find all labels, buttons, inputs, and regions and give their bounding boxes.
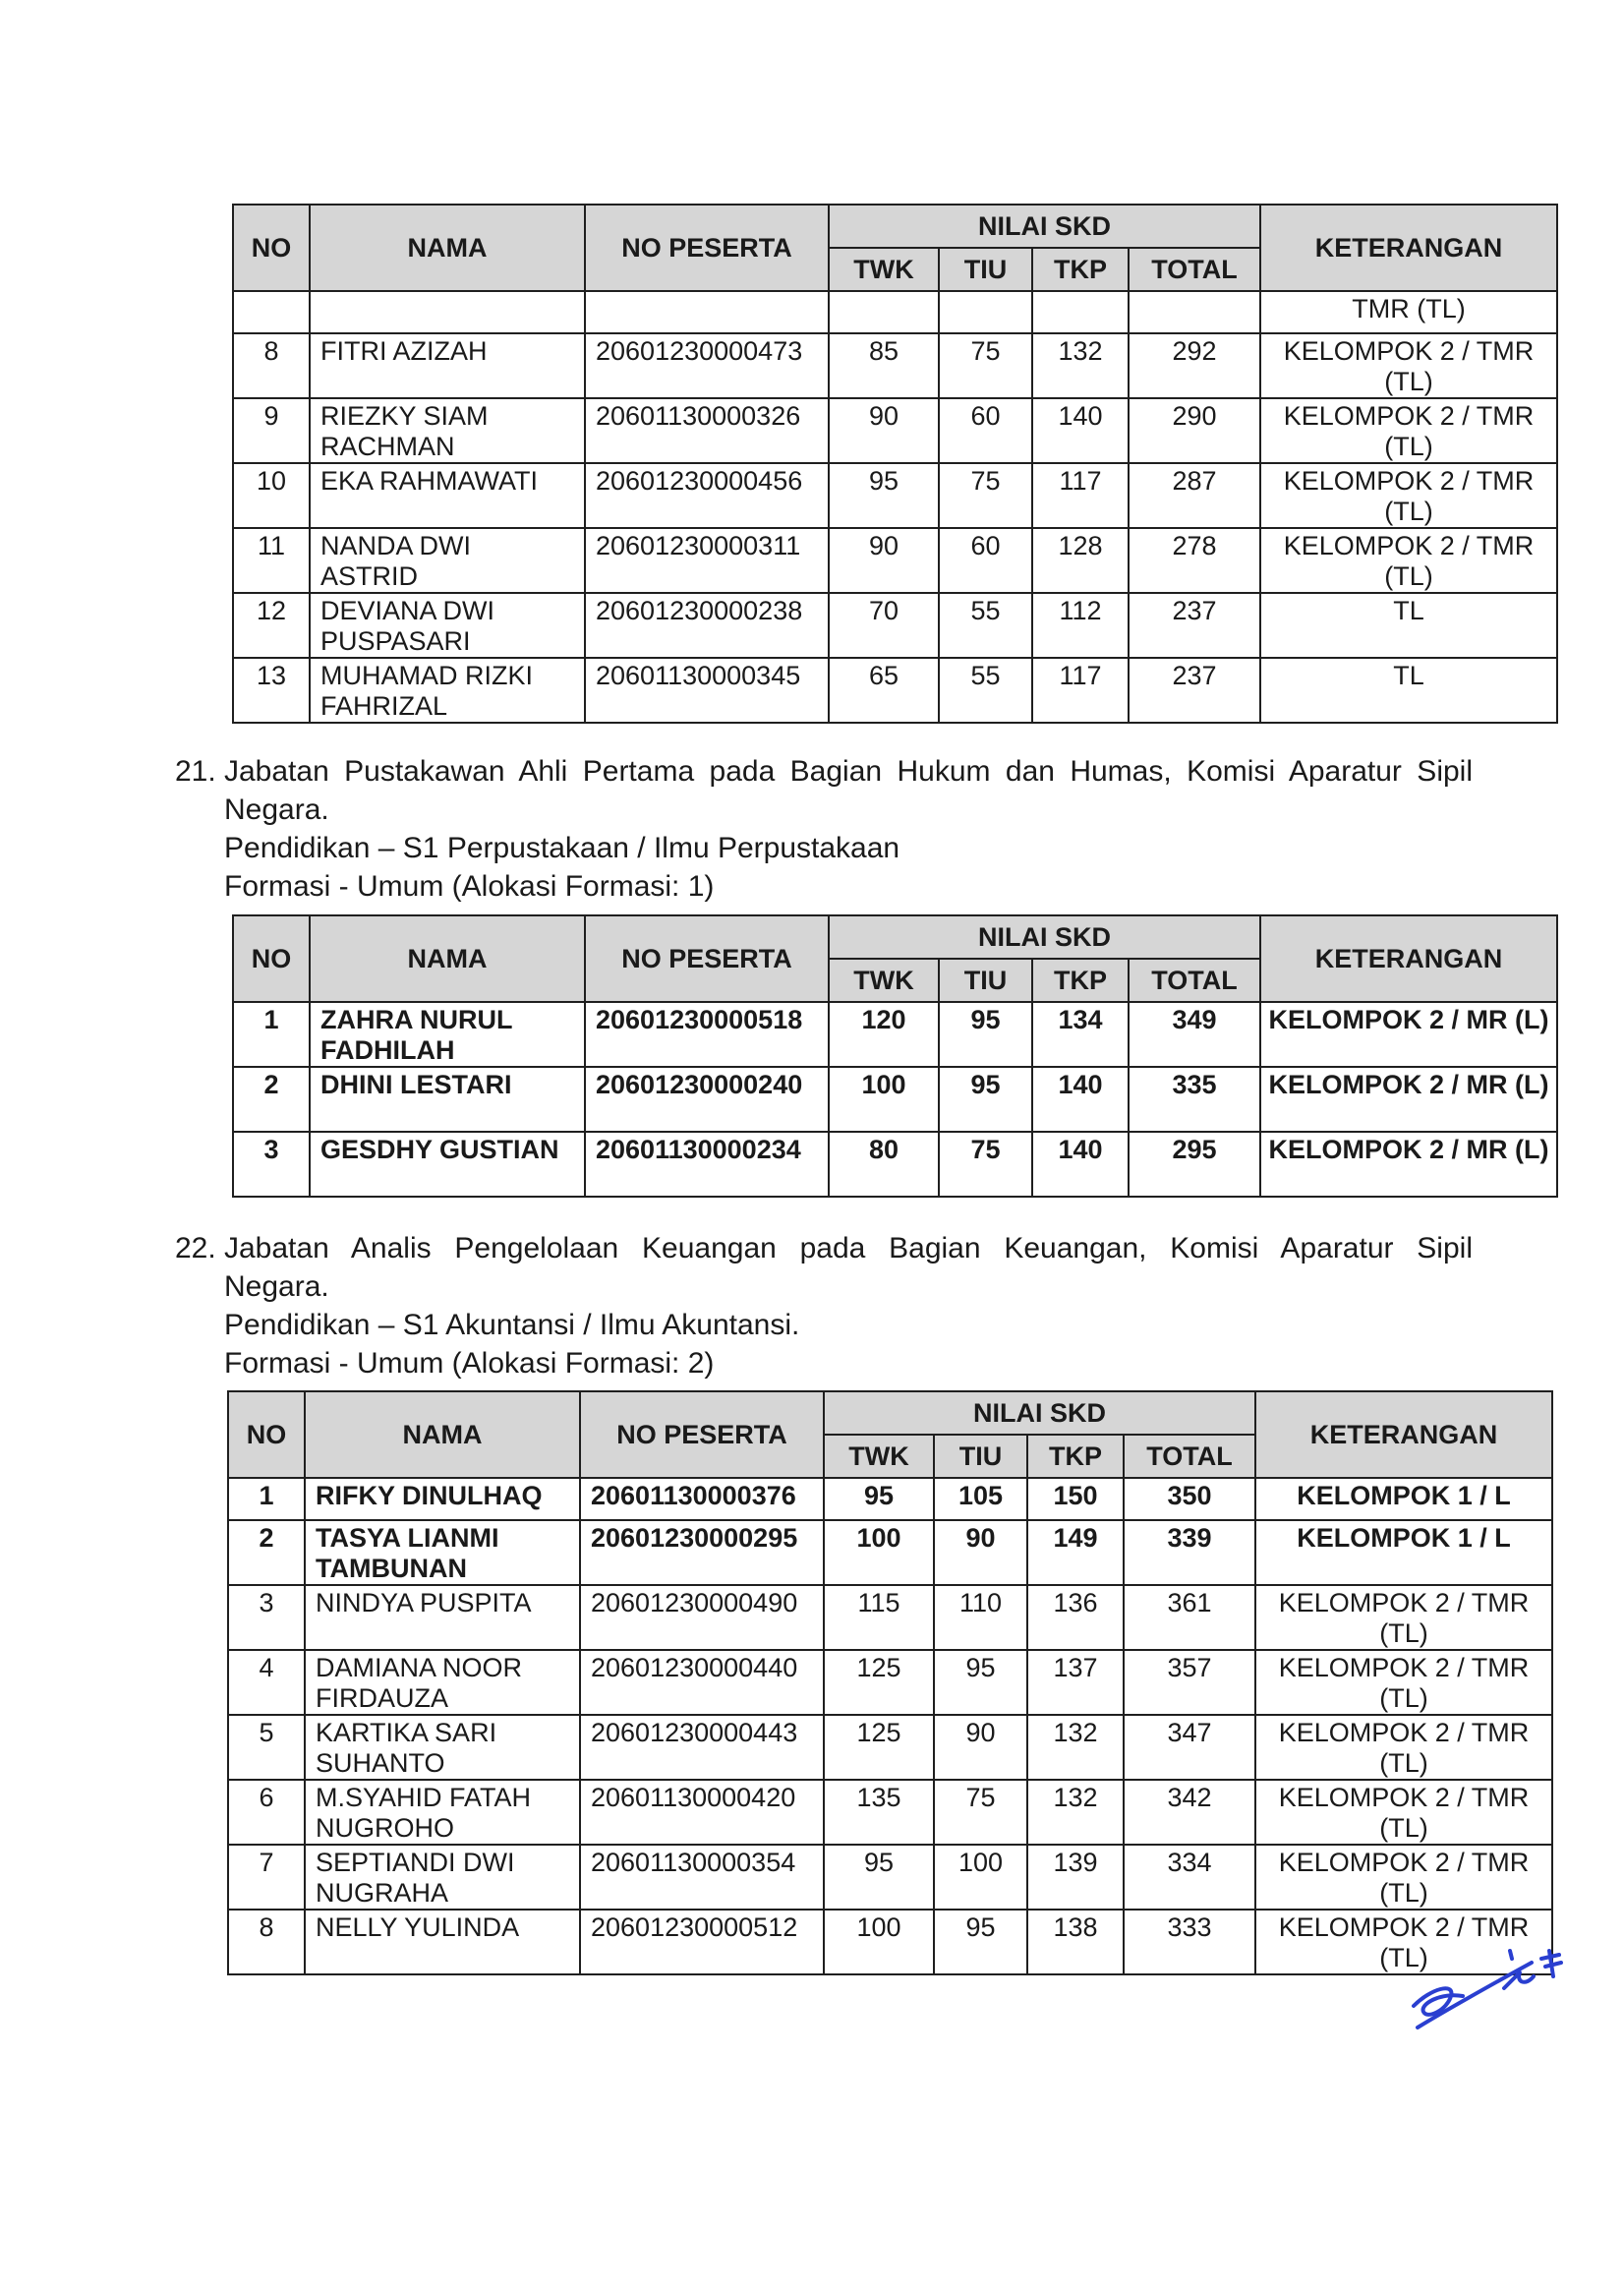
cell-no: 8 bbox=[228, 1910, 305, 1974]
cell-tkp: 137 bbox=[1027, 1650, 1124, 1715]
cell-keterangan: KELOMPOK 2 / TMR (TL) bbox=[1260, 333, 1557, 398]
header-nilai-skd: NILAI SKD bbox=[829, 205, 1260, 248]
cell-twk: 90 bbox=[829, 398, 939, 463]
section-position-title: Jabatan Pustakawan Ahli Pertama pada Bagian Hukum dan Humas, Komisi Aparatur Sipil bbox=[224, 755, 1473, 788]
cell-no: 2 bbox=[228, 1520, 305, 1585]
cell-keterangan: KELOMPOK 2 / TMR (TL) bbox=[1260, 528, 1557, 593]
cell-no-peserta: 20601230000456 bbox=[585, 463, 829, 528]
table-row bbox=[228, 1585, 1552, 1650]
cell-tkp: 140 bbox=[1032, 1067, 1129, 1132]
header-tiu: TIU bbox=[934, 1435, 1027, 1478]
section-21-description bbox=[175, 752, 1473, 906]
table-row bbox=[233, 658, 1557, 723]
table-row bbox=[228, 1845, 1552, 1910]
header-total: TOTAL bbox=[1124, 1435, 1255, 1478]
header-total: TOTAL bbox=[1129, 248, 1260, 291]
cell-total: 349 bbox=[1129, 1002, 1260, 1067]
section-formation: Formasi - Umum (Alokasi Formasi: 1) bbox=[224, 870, 715, 903]
cell-total: 339 bbox=[1124, 1520, 1255, 1585]
cell-tiu: 95 bbox=[939, 1002, 1032, 1067]
table-row bbox=[233, 1132, 1557, 1197]
cell-nama: NELLY YULINDA bbox=[305, 1910, 580, 1974]
cell-tkp: 150 bbox=[1027, 1478, 1124, 1520]
cell-twk: 85 bbox=[829, 333, 939, 398]
cell-total: 347 bbox=[1124, 1715, 1255, 1780]
cell-no: 6 bbox=[228, 1780, 305, 1845]
cell-tkp: 149 bbox=[1027, 1520, 1124, 1585]
cell-nama: FITRI AZIZAH bbox=[310, 333, 585, 398]
cell-twk: 65 bbox=[829, 658, 939, 723]
table-row bbox=[233, 1067, 1557, 1132]
section-formation: Formasi - Umum (Alokasi Formasi: 2) bbox=[224, 1347, 715, 1380]
cell-total: 237 bbox=[1129, 658, 1260, 723]
cell-twk: 125 bbox=[824, 1650, 934, 1715]
table-row bbox=[228, 1650, 1552, 1715]
cell-tiu: 55 bbox=[939, 658, 1032, 723]
cell-keterangan: KELOMPOK 2 / TMR (TL) bbox=[1255, 1845, 1552, 1910]
section-22-description bbox=[175, 1229, 1473, 1382]
cell-twk: 100 bbox=[829, 1067, 939, 1132]
header-keterangan: KETERANGAN bbox=[1260, 205, 1557, 291]
cell-twk: 95 bbox=[829, 463, 939, 528]
cell-keterangan: KELOMPOK 1 / L bbox=[1255, 1520, 1552, 1585]
cell-nama: TASYA LIANMI TAMBUNAN bbox=[305, 1520, 580, 1585]
cell-tkp: 140 bbox=[1032, 398, 1129, 463]
header-tkp: TKP bbox=[1027, 1435, 1124, 1478]
cell-tiu: 75 bbox=[939, 1132, 1032, 1197]
cell-no-peserta: 20601130000345 bbox=[585, 658, 829, 723]
cell-no: 12 bbox=[233, 593, 310, 658]
cell-nama: RIEZKY SIAM RACHMAN bbox=[310, 398, 585, 463]
cell-nama: DAMIANA NOOR FIRDAUZA bbox=[305, 1650, 580, 1715]
cell-tiu: 90 bbox=[934, 1715, 1027, 1780]
header-twk: TWK bbox=[829, 959, 939, 1002]
cell-tkp: 117 bbox=[1032, 658, 1129, 723]
cell-twk: 80 bbox=[829, 1132, 939, 1197]
cell-tkp: 136 bbox=[1027, 1585, 1124, 1650]
cell-total: 361 bbox=[1124, 1585, 1255, 1650]
header-twk: TWK bbox=[829, 248, 939, 291]
cell-nama: RIFKY DINULHAQ bbox=[305, 1478, 580, 1520]
results-table-21 bbox=[232, 914, 1558, 1198]
cell-keterangan: KELOMPOK 2 / TMR (TL) bbox=[1255, 1780, 1552, 1845]
cell-total: 335 bbox=[1129, 1067, 1260, 1132]
cell-keterangan: KELOMPOK 2 / MR (L) bbox=[1260, 1132, 1557, 1197]
header-nilai-skd: NILAI SKD bbox=[829, 915, 1260, 959]
cell-no: 3 bbox=[233, 1132, 310, 1197]
cell-no-peserta: 20601230000518 bbox=[585, 1002, 829, 1067]
cell-no: 7 bbox=[228, 1845, 305, 1910]
section-position-title-cont: Negara. bbox=[224, 794, 329, 826]
cell-keterangan: KELOMPOK 1 / L bbox=[1255, 1478, 1552, 1520]
cell-no-peserta: 20601230000240 bbox=[585, 1067, 829, 1132]
header-nama: NAMA bbox=[305, 1391, 580, 1478]
cell-nama: M.SYAHID FATAH NUGROHO bbox=[305, 1780, 580, 1845]
cell-total: 290 bbox=[1129, 398, 1260, 463]
cell-no: 1 bbox=[233, 1002, 310, 1067]
cell-twk: 95 bbox=[824, 1845, 934, 1910]
cell-no: 13 bbox=[233, 658, 310, 723]
cell-twk: 100 bbox=[824, 1520, 934, 1585]
cell-nama: ZAHRA NURUL FADHILAH bbox=[310, 1002, 585, 1067]
cell-twk: 120 bbox=[829, 1002, 939, 1067]
header-nama: NAMA bbox=[310, 915, 585, 1002]
cell-tkp: 140 bbox=[1032, 1132, 1129, 1197]
header-nama: NAMA bbox=[310, 205, 585, 291]
cell-keterangan: KELOMPOK 2 / TMR (TL) bbox=[1255, 1910, 1552, 1974]
cell-no: 8 bbox=[233, 333, 310, 398]
cell-no-peserta: 20601230000490 bbox=[580, 1585, 824, 1650]
cell-total: 292 bbox=[1129, 333, 1260, 398]
cell-tkp: 132 bbox=[1027, 1780, 1124, 1845]
cell-tiu: 95 bbox=[939, 1067, 1032, 1132]
cell-nama: GESDHY GUSTIAN bbox=[310, 1132, 585, 1197]
cell-twk: 135 bbox=[824, 1780, 934, 1845]
section-number: 22. bbox=[175, 1232, 216, 1264]
header-no: NO bbox=[233, 915, 310, 1002]
cell-total: 295 bbox=[1129, 1132, 1260, 1197]
cell-nama: DHINI LESTARI bbox=[310, 1067, 585, 1132]
header-tiu: TIU bbox=[939, 248, 1032, 291]
section-position-title-cont: Negara. bbox=[224, 1270, 329, 1303]
cell-tiu: 110 bbox=[934, 1585, 1027, 1650]
cell-tiu: 55 bbox=[939, 593, 1032, 658]
cell-twk: 90 bbox=[829, 528, 939, 593]
cell-nama: MUHAMAD RIZKI FAHRIZAL bbox=[310, 658, 585, 723]
cell-no-peserta: 20601230000440 bbox=[580, 1650, 824, 1715]
cell-keterangan: TL bbox=[1260, 593, 1557, 658]
cell-total: 334 bbox=[1124, 1845, 1255, 1910]
cell-no-peserta: 20601130000326 bbox=[585, 398, 829, 463]
header-no-peserta: NO PESERTA bbox=[580, 1391, 824, 1478]
cell-no: 10 bbox=[233, 463, 310, 528]
cell-tkp: 112 bbox=[1032, 593, 1129, 658]
table-row bbox=[233, 1002, 1557, 1067]
cell-tiu: 75 bbox=[939, 333, 1032, 398]
cell-tiu: 75 bbox=[934, 1780, 1027, 1845]
cell-no-peserta: 20601230000238 bbox=[585, 593, 829, 658]
cell-total: 237 bbox=[1129, 593, 1260, 658]
table-row bbox=[228, 1910, 1552, 1974]
handwritten-initials bbox=[1394, 1937, 1581, 2055]
cell-no: 5 bbox=[228, 1715, 305, 1780]
header-no-peserta: NO PESERTA bbox=[585, 205, 829, 291]
table-row bbox=[233, 528, 1557, 593]
header-keterangan: KETERANGAN bbox=[1255, 1391, 1552, 1478]
cell-tkp: 138 bbox=[1027, 1910, 1124, 1974]
cell-no: 1 bbox=[228, 1478, 305, 1520]
table-row bbox=[233, 593, 1557, 658]
cell-tkp: 132 bbox=[1032, 333, 1129, 398]
cell-twk: 70 bbox=[829, 593, 939, 658]
cell-no: 3 bbox=[228, 1585, 305, 1650]
cell-tiu: 90 bbox=[934, 1520, 1027, 1585]
table-row bbox=[228, 1715, 1552, 1780]
cell-keterangan: KELOMPOK 2 / MR (L) bbox=[1260, 1002, 1557, 1067]
table-row bbox=[233, 333, 1557, 398]
table-row bbox=[233, 398, 1557, 463]
cell-keterangan: KELOMPOK 2 / TMR (TL) bbox=[1255, 1585, 1552, 1650]
cell-keterangan: TL bbox=[1260, 658, 1557, 723]
cell-tkp: 139 bbox=[1027, 1845, 1124, 1910]
cell-no-peserta: 20601130000234 bbox=[585, 1132, 829, 1197]
cell-no-peserta: 20601230000295 bbox=[580, 1520, 824, 1585]
cell-nama: NANDA DWI ASTRID bbox=[310, 528, 585, 593]
cell-nama: EKA RAHMAWATI bbox=[310, 463, 585, 528]
section-education: Pendidikan – S1 Perpustakaan / Ilmu Perpustakaan bbox=[224, 832, 900, 864]
cell-no-peserta: 20601230000311 bbox=[585, 528, 829, 593]
cell-tkp: 132 bbox=[1027, 1715, 1124, 1780]
cell-total: 342 bbox=[1124, 1780, 1255, 1845]
cell-no-peserta: 20601230000473 bbox=[585, 333, 829, 398]
cell-total: 278 bbox=[1129, 528, 1260, 593]
cell-no-peserta: 20601130000420 bbox=[580, 1780, 824, 1845]
section-position-title: Jabatan Analis Pengelolaan Keuangan pada Bagian Keuangan, Komisi Aparatur Sipil bbox=[224, 1232, 1473, 1264]
cell-tiu: 60 bbox=[939, 528, 1032, 593]
header-twk: TWK bbox=[824, 1435, 934, 1478]
header-keterangan: KETERANGAN bbox=[1260, 915, 1557, 1002]
cell-twk: 95 bbox=[824, 1478, 934, 1520]
cell-nama: KARTIKA SARI SUHANTO bbox=[305, 1715, 580, 1780]
cell-twk: 100 bbox=[824, 1910, 934, 1974]
header-nilai-skd: NILAI SKD bbox=[824, 1391, 1255, 1435]
header-no-peserta: NO PESERTA bbox=[585, 915, 829, 1002]
header-tkp: TKP bbox=[1032, 248, 1129, 291]
cell-total: 333 bbox=[1124, 1910, 1255, 1974]
cell-twk: 115 bbox=[824, 1585, 934, 1650]
cell-no: 4 bbox=[228, 1650, 305, 1715]
table-row bbox=[228, 1520, 1552, 1585]
table-row-continued bbox=[233, 291, 1557, 333]
cell-nama: NINDYA PUSPITA bbox=[305, 1585, 580, 1650]
cell-keterangan: TMR (TL) bbox=[1260, 291, 1557, 333]
cell-tiu: 95 bbox=[934, 1650, 1027, 1715]
header-total: TOTAL bbox=[1129, 959, 1260, 1002]
cell-total: 357 bbox=[1124, 1650, 1255, 1715]
cell-tkp: 128 bbox=[1032, 528, 1129, 593]
table-row bbox=[233, 463, 1557, 528]
cell-tiu: 100 bbox=[934, 1845, 1027, 1910]
results-table-continued bbox=[232, 204, 1558, 724]
header-tiu: TIU bbox=[939, 959, 1032, 1002]
header-no: NO bbox=[233, 205, 310, 291]
cell-keterangan: KELOMPOK 2 / TMR (TL) bbox=[1260, 463, 1557, 528]
cell-tiu: 95 bbox=[934, 1910, 1027, 1974]
cell-keterangan: KELOMPOK 2 / TMR (TL) bbox=[1260, 398, 1557, 463]
table-row bbox=[228, 1478, 1552, 1520]
cell-total: 350 bbox=[1124, 1478, 1255, 1520]
cell-twk: 125 bbox=[824, 1715, 934, 1780]
cell-tiu: 60 bbox=[939, 398, 1032, 463]
cell-nama: DEVIANA DWI PUSPASARI bbox=[310, 593, 585, 658]
cell-tkp: 134 bbox=[1032, 1002, 1129, 1067]
header-no: NO bbox=[228, 1391, 305, 1478]
section-number: 21. bbox=[175, 755, 216, 788]
cell-keterangan: KELOMPOK 2 / MR (L) bbox=[1260, 1067, 1557, 1132]
cell-nama: SEPTIANDI DWI NUGRAHA bbox=[305, 1845, 580, 1910]
results-table-22 bbox=[227, 1390, 1553, 1975]
cell-total: 287 bbox=[1129, 463, 1260, 528]
cell-no-peserta: 20601230000512 bbox=[580, 1910, 824, 1974]
cell-no-peserta: 20601230000443 bbox=[580, 1715, 824, 1780]
cell-no: 9 bbox=[233, 398, 310, 463]
section-education: Pendidikan – S1 Akuntansi / Ilmu Akuntansi. bbox=[224, 1309, 800, 1341]
cell-no: 2 bbox=[233, 1067, 310, 1132]
cell-no-peserta: 20601130000376 bbox=[580, 1478, 824, 1520]
cell-keterangan: KELOMPOK 2 / TMR (TL) bbox=[1255, 1650, 1552, 1715]
cell-no-peserta: 20601130000354 bbox=[580, 1845, 824, 1910]
cell-tiu: 75 bbox=[939, 463, 1032, 528]
cell-tiu: 105 bbox=[934, 1478, 1027, 1520]
cell-keterangan: KELOMPOK 2 / TMR (TL) bbox=[1255, 1715, 1552, 1780]
cell-tkp: 117 bbox=[1032, 463, 1129, 528]
table-row bbox=[228, 1780, 1552, 1845]
cell-no: 11 bbox=[233, 528, 310, 593]
header-tkp: TKP bbox=[1032, 959, 1129, 1002]
